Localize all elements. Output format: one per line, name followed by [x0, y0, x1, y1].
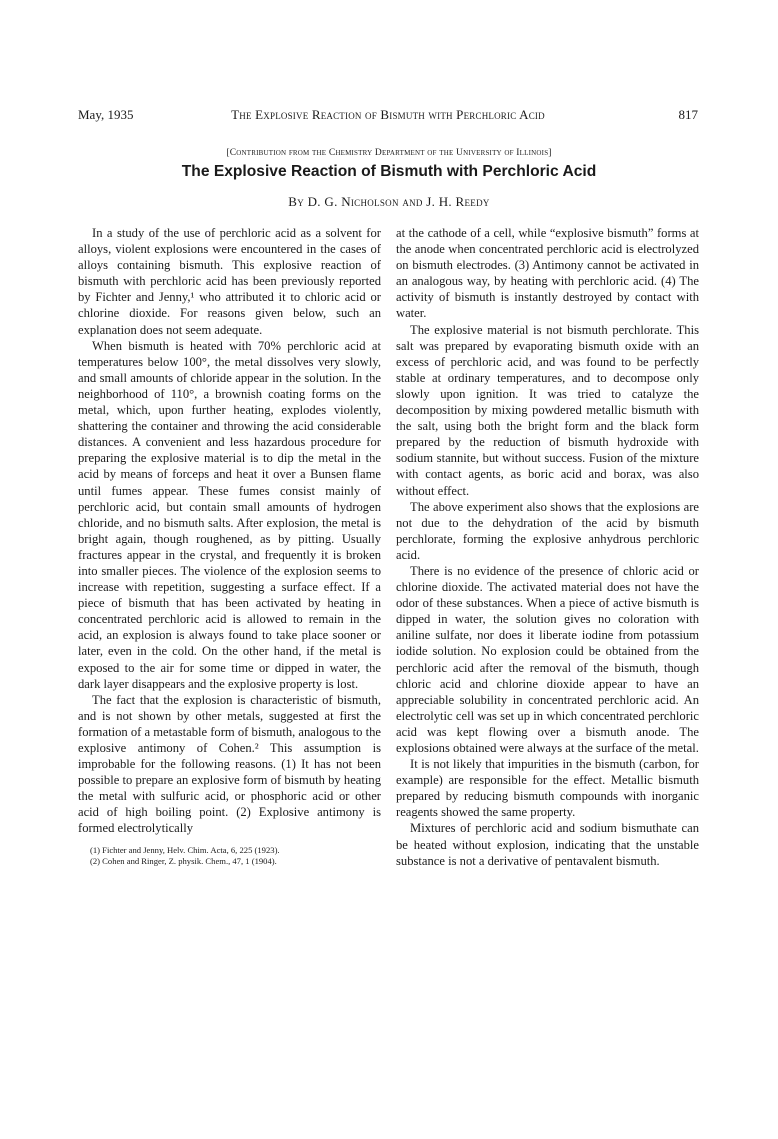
running-title: The Explosive Reaction of Bismuth with Perchloric Acid: [231, 107, 545, 122]
page-number: 817: [678, 107, 698, 122]
paragraph: There is no evidence of the presence of chloric acid or chlorine dioxide. The activated material does not have the odor of these substances. When a piece of active bismuth is dipped in water, the solution gives no coloration with aniline sulfate, nor does it liberate iodine from potassium iodide solution. No explosion could be obtained from the perchloric acid after the removal of the bismuth, though chloric acid and chlorine dioxide appear to have an appreciable solubility in concentrated perchloric acid. An electrolytic cell was set up in which concentrated perchloric acid was kept flowing over a bismuth anode. The explosions obtained were always at the surface of the metal.: [396, 563, 699, 755]
paragraph: The fact that the explosion is characteristic of bismuth, and is not shown by other metals, suggested at first the formation of a metastable form of bismuth, analogous to the explosive antimony of Cohen.² This assumption is improbable for the following reasons. (1) It has not been possible to prepare an explosive form of bismuth by heating the metal with sulfuric acid, or phosphoric acid or other acid of high boiling point. (2) Explosive antimony is formed electrolytically: [78, 692, 381, 836]
paragraph: The explosive material is not bismuth perchlorate. This salt was prepared by evaporating bismuth oxide with an excess of perchloric acid, and was found to be perfectly stable at ordinary temperatures, and to decompose only slowly upon ignition. It was tried to catalyze the decomposition by mixing powdered metallic bismuth with the salt, using both the bright form and the black form prepared by the reduction of bismuth hydroxide with sodium stannite, but without success. Fusion of the mixture with contact agents, as boric acid and borax, was also without effect.: [396, 322, 699, 498]
paragraph: The above experiment also shows that the explosions are not due to the dehydration of the acid by bismuth perchlorate, forming the explosive anhydrous perchloric acid.: [396, 499, 699, 562]
paragraph: When bismuth is heated with 70% perchloric acid at temperatures below 100°, the metal dissolves very slowly, and small amounts of chloride appear in the solution. In the neighborhood of 110°, a brownish coating forms on the metal, which, upon further heating, explodes violently, shattering the container and throwing the acid considerable distances. A convenient and less hazardous procedure for preparing the explosive material is to dip the metal in the acid by means of forceps and heat it over a Bunsen flame until fumes appear. These fumes consist mainly of perchloric acid, but contain small amounts of hydrogen chloride, and no bismuth salts. After explosion, the metal is bright again, though roughened, as by pitting. Usually fractures appear in the crystal, and frequently it is broken into smaller pieces. The violence of the explosion seems to increase with repetition, suggesting a surface effect. If a piece of bismuth that has been activated by heating in concentrated perchloric acid is allowed to remain in the acid, an explosion is always found to take place sooner or later, even in the cold. On the other hand, if the metal is exposed to the air for some time or dipped in water, the dark layer disappears and the explosive property is lost.: [78, 338, 381, 691]
contribution-line: [Contribution from the Chemistry Department of the University of Illinois]: [226, 148, 552, 158]
footnotes: [78, 845, 381, 867]
footnote: (1) Fichter and Jenny, Helv. Chim. Acta, 6, 225 (1923).: [90, 844, 280, 855]
right-column: [396, 225, 699, 869]
paragraph: Mixtures of perchloric acid and sodium bismuthate can be heated without explosion, indicating that the unstable substance is not a derivative of pentavalent bismuth.: [396, 821, 699, 868]
left-column: [78, 225, 381, 867]
footnote: (2) Cohen and Ringer, Z. physik. Chem., 47, 1 (1904).: [90, 855, 277, 866]
paragraph: at the cathode of a cell, while “explosive bismuth” forms at the anode when concentrated perchloric acid is electrolyzed on bismuth electrodes. (3) Antimony cannot be activated in an analogous way, by heating with perchloric acid. (4) The activity of bismuth is instantly destroyed by contact with water.: [396, 226, 699, 321]
paragraph: It is not likely that impurities in the bismuth (carbon, for example) are responsible for the effect. Metallic bismuth prepared by reducing bismuth compounds with inorganic reagents showed the same property.: [396, 757, 699, 820]
byline: By D. G. Nicholson and J. H. Reedy: [288, 194, 490, 209]
issue-date: May, 1935: [78, 107, 134, 122]
running-header: [78, 107, 698, 127]
paragraph: In a study of the use of perchloric acid as a solvent for alloys, violent explosions were encountered in the cases of alloys containing bismuth. This explosive reaction of bismuth with perchloric acid has been previously reported by Fichter and Jenny,¹ who attributed it to chloric acid or chlorine dioxide. For reasons given below, such an explanation does not seem adequate.: [78, 226, 381, 337]
article-title: The Explosive Reaction of Bismuth with Perchloric Acid: [181, 163, 597, 180]
